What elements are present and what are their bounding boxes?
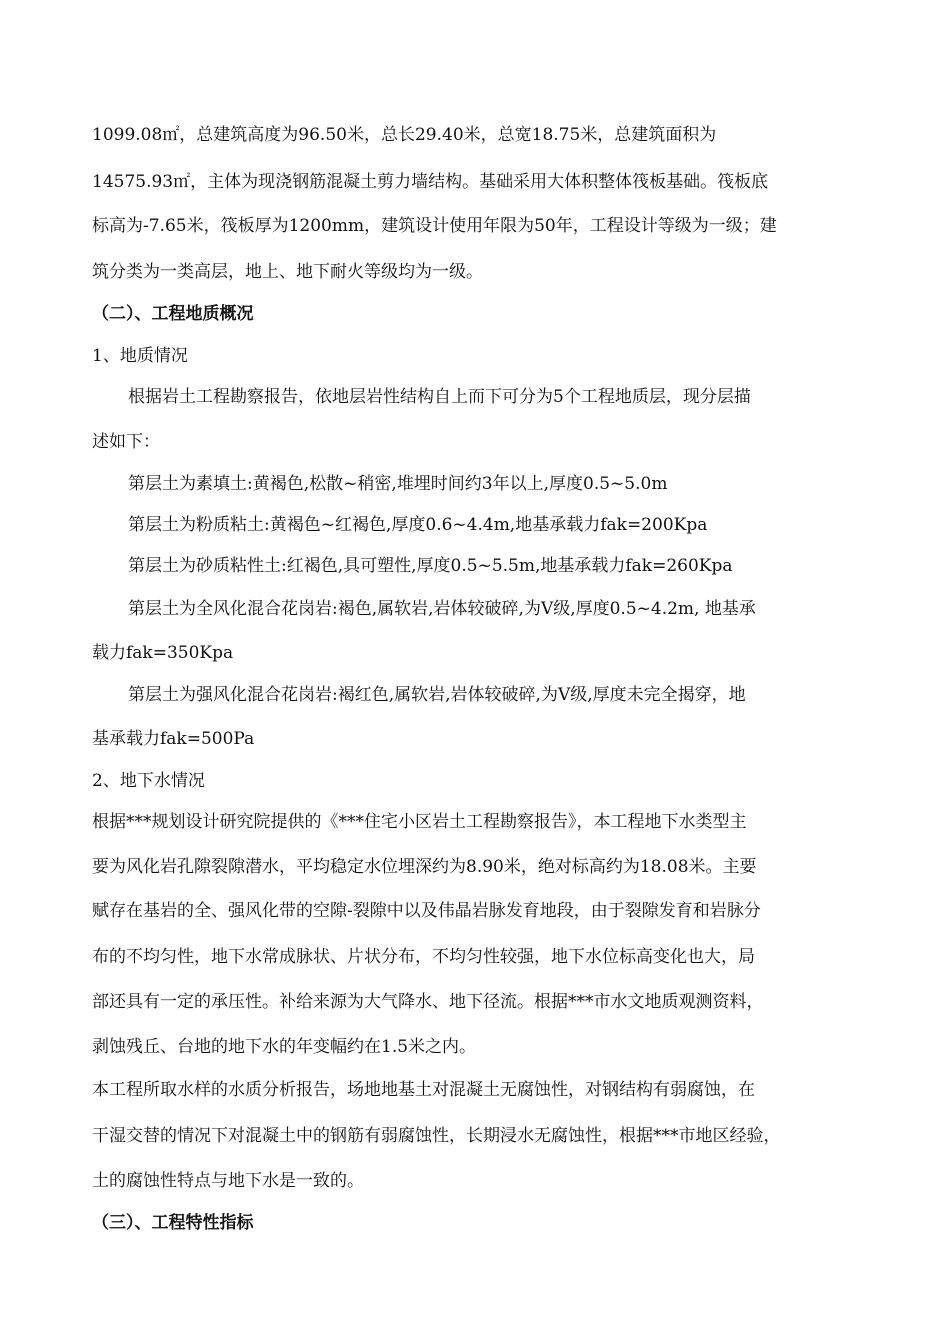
body-text-line: 土的腐蚀性特点与地下水是一致的。	[92, 1171, 364, 1191]
body-text-line: 根据***规划设计研究院提供的《***住宅小区岩土工程勘察报告》，本工程地下水类型主	[92, 812, 747, 832]
subsection-heading: 1、地质情况	[92, 346, 188, 366]
stratum-line: 基承载力fak=500Pa	[92, 729, 255, 749]
body-text-line: 筑分类为一类高层，地上、地下耐火等级均为一级。	[92, 262, 483, 282]
section-heading: （三）、工程特性指标	[92, 1213, 254, 1233]
body-text-line: 根据岩土工程勘察报告，依地层岩性结构自上而下可分为5个工程地质层，现分层描	[128, 387, 751, 407]
body-text-line: 干湿交替的情况下对混凝土中的钢筋有弱腐蚀性，长期浸水无腐蚀性，根据***市地区经验，	[92, 1126, 781, 1146]
stratum-line: 载力fak=350Kpa	[92, 643, 234, 663]
subsection-heading: 2、地下水情况	[92, 771, 205, 791]
body-text-line: 14575.93㎡，主体为现浇钢筋混凝土剪力墙结构。基础采用大体积整体筏板基础。筏板底	[92, 172, 769, 192]
stratum-line: 第层土为素填土:黄褐色,松散~稍密,堆埋时间约3年以上,厚度0.5~5.0m	[128, 474, 668, 494]
body-text-line: 剥蚀残丘、台地的地下水的年变幅约在1.5米之内。	[92, 1037, 477, 1057]
body-text-line: 1099.08㎡，总建筑高度为96.50米，总长29.40米，总宽18.75米，总建筑面积为	[92, 125, 717, 145]
stratum-line: 第层土为强风化混合花岗岩:褐红色,属软岩,岩体较破碎,为Ⅴ级,厚度未完全揭穿，地	[128, 685, 746, 705]
section-heading: （二）、工程地质概况	[92, 304, 254, 324]
stratum-line: 第层土为砂质粘性土:红褐色,具可塑性,厚度0.5~5.5m,地基承载力fak=260Kpa	[128, 556, 733, 576]
body-text-line: 布的不均匀性，地下水常成脉状、片状分布，不均匀性较强，地下水位标高变化也大，局	[92, 947, 755, 967]
body-text-line: 本工程所取水样的水质分析报告，场地地基土对混凝土无腐蚀性，对钢结构有弱腐蚀，在	[92, 1080, 755, 1100]
stratum-line: 第层土为全风化混合花岗岩:褐色,属软岩,岩体较破碎,为Ⅴ级,厚度0.5~4.2m, 地基承	[128, 599, 756, 619]
body-text-line: 标高为-7.65米，筏板厚为1200mm，建筑设计使用年限为50年，工程设计等级为一级；建	[92, 216, 777, 236]
body-text-line: 要为风化岩孔隙裂隙潜水，平均稳定水位埋深约为8.90米，绝对标高约为18.08米。主要	[92, 857, 757, 877]
body-text-line: 赋存在基岩的全、强风化带的空隙-裂隙中以及伟晶岩脉发育地段，由于裂隙发育和岩脉分	[92, 901, 761, 921]
body-text-line: 部还具有一定的承压性。补给来源为大气降水、地下径流。根据***市水文地质观测资料，	[92, 992, 764, 1012]
stratum-line: 第层土为粉质粘土:黄褐色~红褐色,厚度0.6~4.4m,地基承载力fak=200Kpa	[128, 515, 708, 535]
body-text-line: 述如下：	[92, 432, 160, 452]
